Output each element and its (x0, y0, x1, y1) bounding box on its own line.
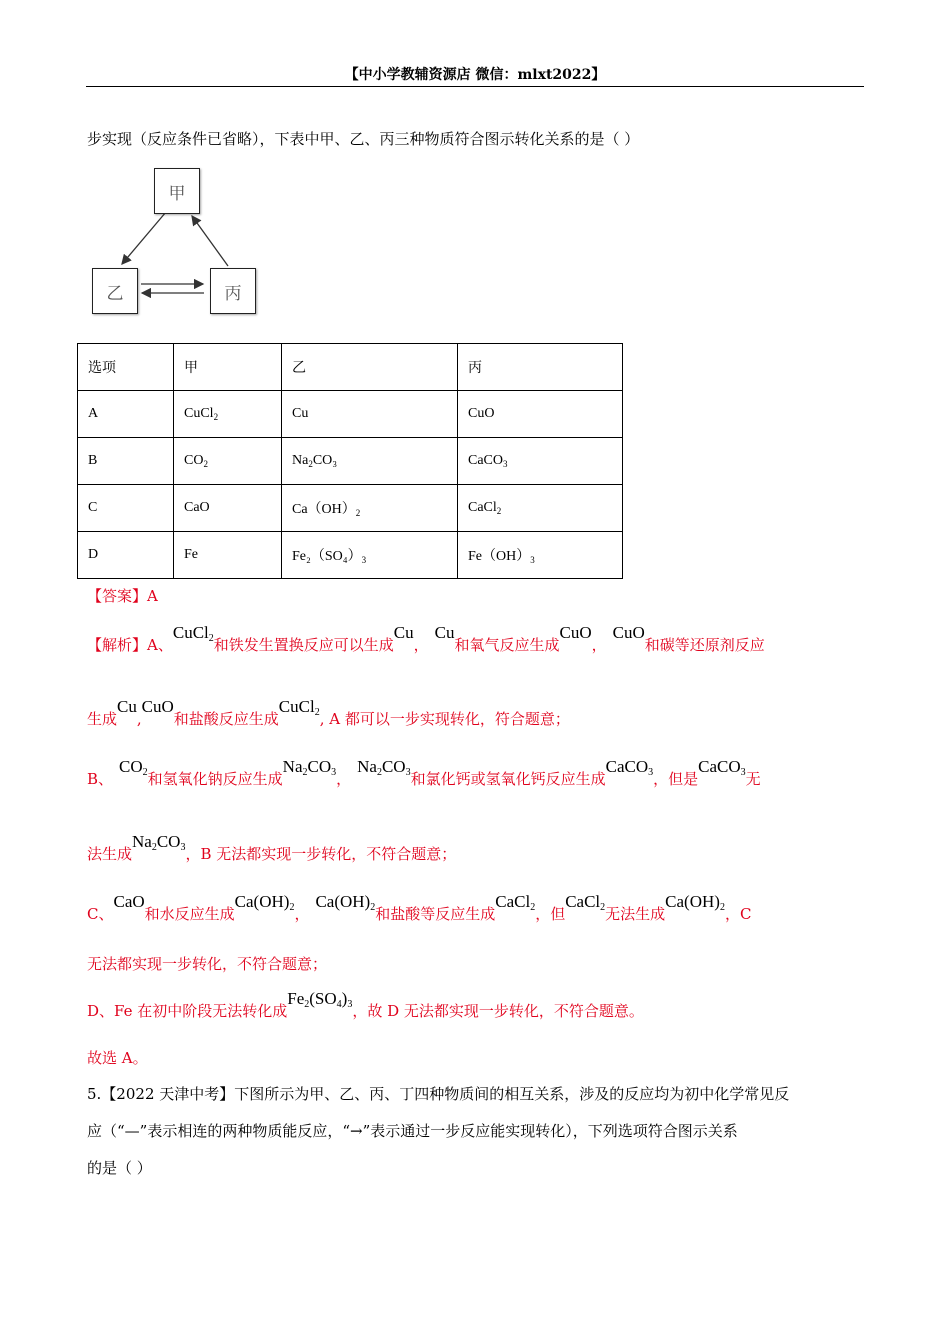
table-header-row (78, 344, 623, 391)
conversion-diagram (88, 164, 268, 319)
table-row (78, 438, 623, 485)
node-bing: 丙 (210, 268, 256, 314)
table-row (78, 532, 623, 579)
option-label: B (78, 438, 174, 485)
cell-jia: CaO (174, 485, 282, 532)
option-label: C (78, 485, 174, 532)
q5-line3: 的是（ ） (87, 1159, 152, 1177)
conclusion: 故选 A。 (87, 1049, 148, 1067)
cell-yi: Cu (282, 391, 458, 438)
node-jia: 甲 (154, 168, 200, 214)
cell-bing: CuO (458, 391, 623, 438)
cell-jia: CuCl$_2$ (174, 391, 282, 438)
analysis-a-line1: 【解析】A、CuCl$_2$和铁发生置换反应可以生成Cu，Cu和氧气反应生成CuO，CuO和碳等还原剂反应 (87, 623, 765, 654)
options-table (77, 343, 623, 579)
cell-bing: CaCl$_2$ (458, 485, 623, 532)
table-row (78, 485, 623, 532)
cell-yi: $Ca(OH)_2$ (282, 485, 458, 532)
cell-bing: $Fe(OH)_3$ (458, 532, 623, 579)
analysis-a-line2: 生成Cu,CuO和盐酸反应生成CuCl$_2$, A 都可以一步实现转化，符合题意； (87, 697, 570, 728)
header-jia: 甲 (174, 344, 282, 391)
question-intro: 步实现（反应条件已省略），下表中甲、乙、丙三种物质符合图示转化关系的是（ ） (87, 130, 640, 148)
analysis-b-line1: B、$CO_2$和氢氧化钠反应生成$Na_2CO_3$，$Na_2CO_3$和氯化钙或氢氧化钙反应生成CaCO$_3$，但是CaCO$_3$无 (87, 757, 761, 788)
q5-line1: 5.【2022 天津中考】下图所示为甲、乙、丙、丁四种物质间的相互关系，涉及的反应均为初中化学常见反 (87, 1085, 790, 1103)
cell-bing: CaCO$_3$ (458, 438, 623, 485)
header-option: 选项 (78, 344, 174, 391)
page-header: 【中小学教辅资源店 微信：mlxt2022】 (86, 64, 864, 87)
analysis-d-line: D、Fe 在初中阶段无法转化成$Fe_2(SO_4)_3$，故 D 无法都实现一步转化，不符合题意。 (87, 989, 644, 1020)
cell-jia: $CO_2$ (174, 438, 282, 485)
option-label: A (78, 391, 174, 438)
cell-yi: $Fe_2(SO_4)_3$ (282, 532, 458, 579)
header-yi: 乙 (282, 344, 458, 391)
answer: 【答案】A (87, 587, 158, 605)
table-row (78, 391, 623, 438)
analysis-c-line1: C、CaO和水反应生成$Ca(OH)_2$，$Ca(OH)_2$和盐酸等反应生成CaCl$_2$，但CaCl$_2$无法生成$Ca(OH)_2$，C (87, 892, 752, 923)
option-label: D (78, 532, 174, 579)
node-yi: 乙 (92, 268, 138, 314)
cell-yi: $Na_2CO_3$ (282, 438, 458, 485)
analysis-c-line2: 无法都实现一步转化，不符合题意； (87, 955, 328, 973)
header-bing: 丙 (458, 344, 623, 391)
analysis-b-line2: 法生成$Na_2CO_3$，B 无法都实现一步转化，不符合题意； (87, 832, 457, 863)
q5-line2: 应（“—”表示相连的两种物质能反应，“→”表示通过一步反应能实现转化），下列选项符合图示关系 (87, 1122, 738, 1140)
cell-jia: Fe (174, 532, 282, 579)
